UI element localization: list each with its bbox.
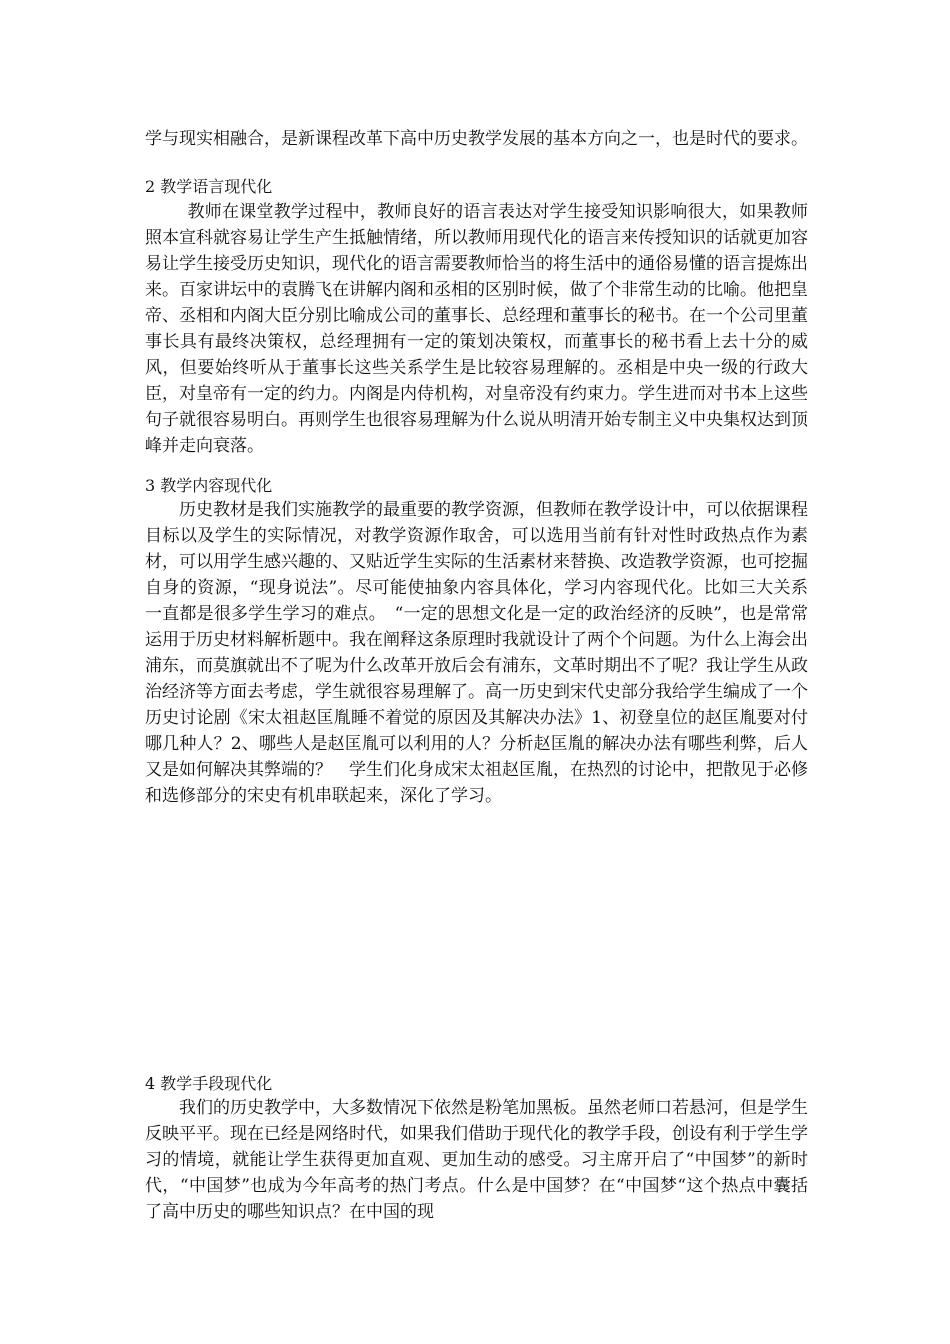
intro-paragraph: 学与现实相融合，是新课程改革下高中历史教学发展的基本方向之一，也是时代的要求。 [145,129,808,149]
section-3-body [145,497,808,809]
intro-block [145,126,808,152]
section-4-paragraph: 我们的历史教学中，大多数情况下依然是粉笔加黑板。虽然老师口若悬河，但是学生反映平平。现在已经是网络时代，如果我们借助于现代化的教学手段，创设有利于学生学习的情境，就能让学生获得更加直观、更加生动的感受。习主席开启了“中国梦”的新时代，“中国梦”也成为今年高考的热门考点。什么是中国梦？在“中国梦“这个热点中囊括了高中历史的哪些知识点？在中国的现 [145,1098,808,1222]
section-2-heading: 2 教学语言现代化 [145,177,273,196]
section-3-heading: 3 教学内容现代化 [145,476,273,495]
section-2-body [145,199,808,459]
section-3-paragraph: 历史教材是我们实施教学的最重要的教学资源，但教师在教学设计中，可以依据课程目标以及学生的实际情况，对教学资源作取舍，可以选用当前有针对性时政热点作为素材，可以用学生感兴趣的、又贴近学生实际的生活素材来替换、改造教学资源，也可挖掘自身的资源，“现身说法”。尽可能使抽象内容具体化，学习内容现代化。比如三大关系一直都是很多学生学习的难点。 “一定的思想文化是一定的政治经济的反映”，也是常常运用于历史材料解析题中。我在阐释这条原理时我就设计了两个个问题。为什么上海会出浦东，而莫旗就出不了呢为什么改革开放后会有浦东，文革时期出不了呢？我让学生从政治经济等方面去考虑，学生就很容易理解了。高一历史到宋代史部分我给学生编成了一个历史讨论剧《宋太祖赵匡胤睡不着觉的原因及其解决办法》1、初登皇位的赵匡胤要对付哪几种人？2、哪些人是赵匡胤可以利用的人？分析赵匡胤的解决办法有哪些利弊，后人又是如何解决其弊端的？ 学生们化身成宋太祖赵匡胤，在热烈的讨论中，把散见于必修和选修部分的宋史有机串联起来，深化了学习。 [145,500,808,806]
section-2-paragraph: 教师在课堂教学过程中，教师良好的语言表达对学生接受知识影响很大，如果教师照本宣科就容易让学生产生抵触情绪，所以教师用现代化的语言来传授知识的话就更加容易让学生接受历史知识，现代化的语言需要教师恰当的将生活中的通俗易懂的语言提炼出来。百家讲坛中的袁腾飞在讲解内阁和丞相的区别时候，做了个非常生动的比喻。他把皇帝、丞相和内阁大臣分别比喻成公司的董事长、总经理和董事长的秘书。在一个公司里董事长具有最终决策权，总经理拥有一定的策划决策权，而董事长的秘书看上去十分的威风，但要始终听从于董事长这些关系学生是比较容易理解的。丞相是中央一级的行政大臣，对皇帝有一定的约力。内阁是内侍机构，对皇帝没有约束力。学生进而对书本上这些句子就很容易明白。再则学生也很容易理解为什么说从明清开始专制主义中央集权达到顶峰并走向衰落。 [145,202,808,456]
section-4-heading: 4 教学手段现代化 [145,1074,273,1093]
section-4-body [145,1095,808,1225]
